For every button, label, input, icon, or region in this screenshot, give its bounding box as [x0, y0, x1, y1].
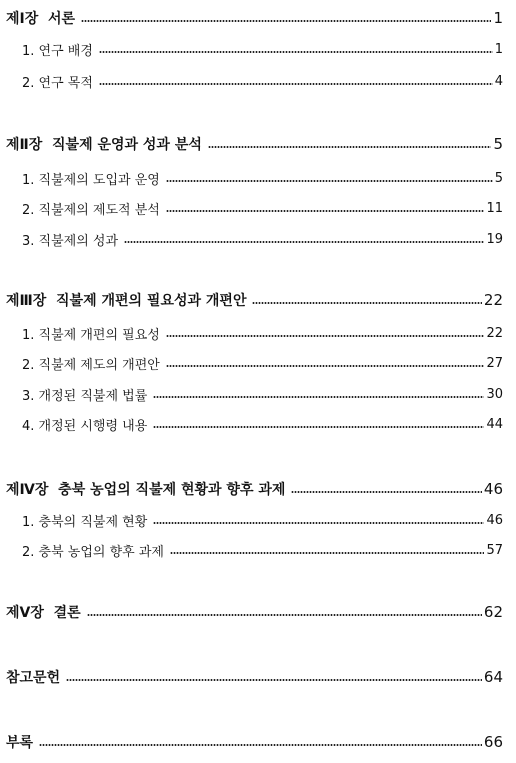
- toc-chapter-2[interactable]: [6, 133, 503, 155]
- toc-title: 제Ⅱ장 직불제 운영과 성과 분석: [6, 137, 202, 153]
- toc-page-number: 5: [494, 170, 503, 186]
- toc-title: 참고문헌: [6, 670, 61, 686]
- toc-page-number: 44: [486, 416, 503, 432]
- toc-page-number: 46: [486, 512, 503, 528]
- toc-title: 2. 충북 농업의 향후 과제: [22, 544, 164, 560]
- dot-leader: [166, 210, 485, 212]
- dot-leader: [81, 20, 491, 22]
- toc-chapter-4[interactable]: [6, 478, 503, 500]
- toc-references[interactable]: [6, 666, 503, 688]
- dot-leader: [124, 241, 484, 243]
- toc-page-number: 1: [493, 9, 503, 27]
- toc-title: 2. 연구 목적: [22, 75, 93, 91]
- toc-title: 1. 충북의 직불제 현황: [22, 514, 148, 530]
- toc-title: 3. 직불제의 성과: [22, 233, 119, 249]
- toc-page-number: 66: [483, 733, 503, 751]
- toc-title: 3. 개정된 직불제 법률: [22, 388, 148, 404]
- dot-leader: [153, 396, 484, 398]
- toc-chapter-3[interactable]: [6, 289, 503, 311]
- toc-page-number: 11: [486, 200, 503, 216]
- toc-page-number: 19: [486, 231, 503, 247]
- toc-section-3-4[interactable]: [22, 413, 503, 435]
- toc-title: 부록: [6, 735, 34, 751]
- dot-leader: [208, 146, 492, 148]
- dot-leader: [166, 180, 493, 182]
- toc-title: 제Ⅲ장 직불제 개편의 필요성과 개편안: [6, 293, 247, 309]
- dot-leader: [39, 744, 482, 746]
- dot-leader: [170, 552, 484, 554]
- dot-leader: [66, 679, 482, 681]
- toc-page-number: 46: [483, 480, 503, 498]
- dot-leader: [153, 522, 484, 524]
- toc-section-3-1[interactable]: [22, 322, 503, 344]
- toc-title: 4. 개정된 시행령 내용: [22, 418, 148, 434]
- toc-page-number: 30: [486, 386, 503, 402]
- toc-section-4-2[interactable]: [22, 539, 503, 561]
- toc-page-number: 64: [483, 668, 503, 686]
- toc-title: 2. 직불제 제도의 개편안: [22, 357, 160, 373]
- toc-section-1-2[interactable]: [22, 70, 503, 92]
- toc-page-number: 4: [494, 73, 503, 89]
- toc-page-number: 57: [486, 542, 503, 558]
- dot-leader: [166, 365, 485, 367]
- dot-leader: [99, 83, 493, 85]
- toc-chapter-5[interactable]: [6, 601, 503, 623]
- toc-page-number: 1: [494, 41, 503, 57]
- toc-page-number: 62: [483, 603, 503, 621]
- toc-page-number: 22: [486, 325, 503, 341]
- toc-title: 제Ⅳ장 충북 농업의 직불제 현황과 향후 과제: [6, 482, 286, 498]
- toc-title: 1. 직불제의 도입과 운영: [22, 172, 160, 188]
- toc-page-number: 22: [483, 291, 503, 309]
- toc-section-3-3[interactable]: [22, 383, 503, 405]
- dot-leader: [291, 491, 482, 493]
- toc-section-4-1[interactable]: [22, 509, 503, 531]
- dot-leader: [153, 426, 484, 428]
- toc-appendix[interactable]: [6, 731, 503, 753]
- toc-page-number: 27: [486, 355, 503, 371]
- toc-title: 제Ⅰ장 서론: [6, 11, 76, 27]
- toc-section-1-1[interactable]: [22, 38, 503, 60]
- toc-section-2-2[interactable]: [22, 197, 503, 219]
- toc-title: 제Ⅴ장 결론: [6, 605, 81, 621]
- toc-title: 1. 연구 배경: [22, 43, 93, 59]
- dot-leader: [99, 51, 493, 53]
- toc-section-2-1[interactable]: [22, 167, 503, 189]
- toc-section-3-2[interactable]: [22, 352, 503, 374]
- toc-section-2-3[interactable]: [22, 228, 503, 250]
- dot-leader: [87, 614, 482, 616]
- toc-title: 2. 직불제의 제도적 분석: [22, 202, 160, 218]
- dot-leader: [166, 335, 485, 337]
- dot-leader: [252, 302, 481, 304]
- toc-chapter-1[interactable]: [6, 7, 503, 29]
- toc-title: 1. 직불제 개편의 필요성: [22, 327, 160, 343]
- toc-page-number: 5: [493, 135, 503, 153]
